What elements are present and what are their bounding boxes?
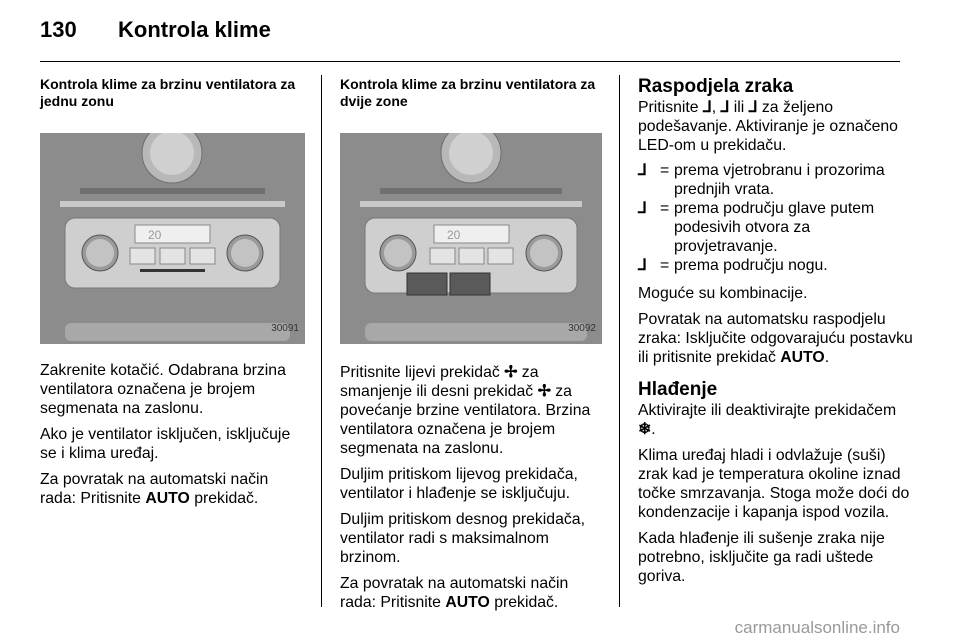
foot-airflow-icon: ⅃ [638,257,647,274]
paragraph: Moguće su kombinacije. [638,285,808,302]
header-rule [40,61,900,62]
list-item: ⅃ = prema području nogu. [638,257,828,274]
svg-text:20: 20 [148,228,162,242]
section-heading-air-distribution: Raspodjela zraka [638,76,794,97]
page-header [0,0,960,62]
auto-label: AUTO [780,349,825,366]
head-airflow-icon: ⅃ [720,99,730,116]
paragraph: Ako je ventilator isključen, isključuje se i klima uređaj. [40,426,291,462]
paragraph: Aktivirajte ili deaktivirajte prekidačem ❄. [638,402,897,438]
list-item: ⅃ = prema području glave putem podesivih otvora za provjetravanje. [638,200,875,255]
column-1 [40,76,305,515]
snowflake-icon: ❄ [638,421,652,438]
paragraph: Kada hlađenje ili sušenje zraka nije potrebno, isključite ga radi uštede goriva. [638,530,885,585]
paragraph: Duljim pritiskom lijevog prekidača, ventilator i hlađenje se isključuju. [340,466,578,502]
column-3 [638,76,918,593]
figure-single-zone-panel [40,133,305,344]
page-title: Kontrola klime [118,17,271,42]
watermark: carmanualsonline.info [734,618,900,637]
paragraph: Za povratak na automatski način rada: Pritisnite AUTO prekidač. [40,471,269,507]
fan-icon: ✢ [504,364,518,381]
paragraph: Pritisnite ⅃, ⅃ ili ⅃ za željeno podešavanje. Aktiviranje je označeno LED-om u prekidaču. [638,99,898,154]
paragraph: Za povratak na automatski način rada: Pritisnite AUTO prekidač. [340,575,569,611]
paragraph: Pritisnite lijevi prekidač ✢ za smanjenje ili desni prekidač ✢ za povećanje brzine ventilatora. Brzina ventilatora označena je brojem segmenata na zaslonu. [340,364,591,457]
column-divider-2 [619,75,620,607]
section-subtitle-dual-zone: Kontrola klime za brzinu ventilatora za dvije zone [340,76,596,109]
windscreen-airflow-icon: ⅃ [702,99,712,116]
section-subtitle-single-zone: Kontrola klime za brzinu ventilatora za jednu zonu [40,76,296,109]
paragraph: Klima uređaj hladi i odvlažuje (suši) zrak kad je temperatura okoline iznad točke smrzavanja. Stoga može doći do kondenzacije i kapanja ispod vozila. [638,447,910,521]
figure-number: 30091 [271,323,299,334]
auto-label: AUTO [145,490,190,507]
column-divider-1 [321,75,322,607]
climate-panel-illustration [340,133,602,344]
svg-text:20: 20 [447,228,461,242]
figure-number: 30092 [568,323,596,334]
paragraph: Duljim pritiskom desnog prekidača, ventilator radi s maksimalnom brzinom. [340,511,585,566]
figure-dual-zone-panel [340,133,602,344]
page-number: 130 [40,17,77,42]
list-item: ⅃ = prema vjetrobranu i prozorima prednjih vrata. [638,162,885,198]
air-distribution-list [638,161,918,275]
auto-label: AUTO [445,594,490,611]
section-heading-cooling: Hlađenje [638,379,718,400]
foot-airflow-icon: ⅃ [748,99,758,116]
windscreen-airflow-icon: ⅃ [638,162,647,179]
fan-icon: ✢ [537,383,551,400]
head-airflow-icon: ⅃ [638,200,647,217]
paragraph: Zakrenite kotačić. Odabrana brzina ventilatora označena je brojem segmenata na zaslonu. [40,362,286,417]
column-2 [340,76,602,619]
climate-panel-illustration [40,133,305,344]
paragraph: Povratak na automatsku raspodjelu zraka: Isključite odgovarajuću postavku ili pritisnite prekidač AUTO. [638,311,913,366]
